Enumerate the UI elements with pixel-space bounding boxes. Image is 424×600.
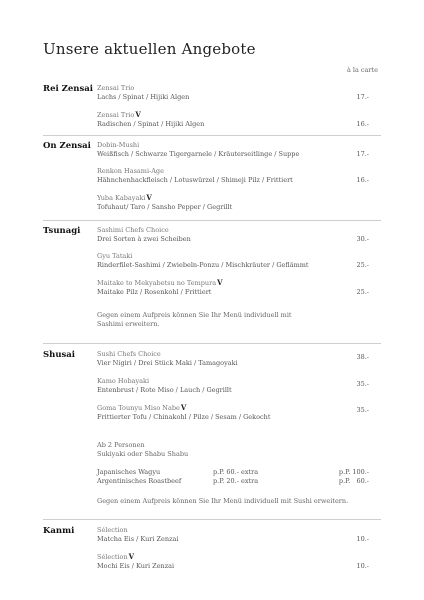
item-description: Vier Nigiri / Drei Stück Maki / Tamagoyaki xyxy=(97,359,238,367)
price-row xyxy=(97,477,369,486)
menu-item xyxy=(97,377,369,395)
vegetarian-icon: V xyxy=(217,278,223,287)
item-description: Maitake Pilz / Rosenkohl / Frittiert xyxy=(97,288,212,296)
vegetarian-icon: V xyxy=(146,193,152,202)
section-label-on-zensai: On Zensai xyxy=(43,141,91,151)
section-divider xyxy=(43,135,381,136)
item-name: Zensai Trio xyxy=(97,111,135,119)
menu-item xyxy=(97,403,369,422)
shusai-shabu: Sukiyaki oder Shabu Shabu xyxy=(97,450,189,458)
menu-item xyxy=(97,110,369,129)
vegetarian-icon: V xyxy=(180,403,187,412)
item-price: 17.- xyxy=(356,150,369,158)
menu-item xyxy=(97,84,369,102)
menu-item xyxy=(97,193,369,212)
item-name: Zensai Trio xyxy=(97,84,135,92)
menu-item xyxy=(97,226,369,244)
menu-item xyxy=(97,350,369,368)
section-divider xyxy=(43,220,381,221)
item-price: 16.- xyxy=(356,176,369,184)
item-name: Sashimi Chefs Choice xyxy=(97,226,169,234)
item-price: 38.- xyxy=(356,353,369,361)
vegetarian-icon: V xyxy=(128,552,135,561)
item-description: Rinderfilet-Sashimi / Zwiebeln-Ponzu / Mischkräuter / Geflämmt xyxy=(97,261,309,269)
item-price: 35.- xyxy=(356,380,369,388)
section-label-rei-zensai: Rei Zensai xyxy=(43,84,93,94)
menu-item xyxy=(97,167,369,185)
price-row xyxy=(97,468,369,477)
item-price: 35.- xyxy=(356,406,369,414)
section-divider xyxy=(43,519,381,520)
item-price: 25.- xyxy=(356,261,369,269)
shusai-persons: Ab 2 Personen xyxy=(97,441,145,449)
row-name: Argentinisches Roastbeef xyxy=(97,477,182,485)
page-title: Unsere aktuellen Angebote xyxy=(43,40,256,58)
item-name: Yuba Kabayaki xyxy=(97,194,146,202)
item-price: 16.- xyxy=(356,120,369,128)
row-extra: p.P. 60.- extra xyxy=(213,468,259,476)
tsunagi-note-line-2: Sashimi erweitern. xyxy=(97,320,160,328)
vegetarian-icon: V xyxy=(135,110,141,119)
item-description: Radischen / Spinat / Hijiki Algen xyxy=(97,120,205,128)
item-price: 30.- xyxy=(356,235,369,243)
item-name: Goma Tounyu Miso Nabe xyxy=(97,404,180,412)
menu-item xyxy=(97,278,369,297)
section-label-shusai: Shusai xyxy=(43,350,76,360)
row-name: Japanisches Wagyu xyxy=(97,468,161,476)
item-name: Kamo Hobayaki xyxy=(97,377,150,385)
menu-item xyxy=(97,526,369,544)
item-price: 10.- xyxy=(356,535,369,543)
item-name: Renkon Hasami-Age xyxy=(97,167,164,175)
item-name: Sélection xyxy=(97,526,128,534)
shusai-note: Gegen einem Aufpreis können Sie Ihr Menü individuell mit Sushi erweitern. xyxy=(97,497,349,505)
item-name: Gyu Tataki xyxy=(97,252,133,260)
row-extra: p.P. 20.- extra xyxy=(213,477,259,485)
item-name: Sushi Chefs Choice xyxy=(97,350,161,358)
item-description: Frittierter Tofu / Chinakohl / Pilze / Sesam / Gekocht xyxy=(97,413,271,421)
item-name: Maitake to Mekyabetsu no Tempura xyxy=(97,279,217,287)
a-la-carte-label: à la carte xyxy=(346,66,378,74)
tsunagi-note-line-1: Gegen einem Aufpreis können Sie Ihr Menü individuell mit xyxy=(97,311,292,319)
item-name: Dobin-Mushi xyxy=(97,141,140,149)
item-price: 17.- xyxy=(356,93,369,101)
item-description: Tofuhaut/ Taro / Sansho Pepper / Gegrillt xyxy=(97,203,233,211)
item-description: Entenbrust / Rote Miso / Lauch / Gegrillt xyxy=(97,386,232,394)
item-price: 10.- xyxy=(356,562,369,570)
item-description: Drei Sorten à zwei Scheiben xyxy=(97,235,191,243)
item-price: 25.- xyxy=(356,288,369,296)
item-description: Lachs / Spinat / Hijiki Algen xyxy=(97,93,190,101)
item-description: Mochi Eis / Kuri Zenzai xyxy=(97,562,175,570)
section-label-kanmi: Kanmi xyxy=(43,526,75,536)
section-divider xyxy=(43,343,381,344)
section-label-tsunagi: Tsunagi xyxy=(43,226,81,236)
item-description: Weißfisch / Schwarze Tigergarnele / Kräuterseitlinge / Suppe xyxy=(97,150,300,158)
item-description: Hähnchenhackfleisch / Lotuswürzel / Shimeji Pilz / Frittiert xyxy=(97,176,293,184)
menu-item xyxy=(97,252,369,270)
item-description: Matcha Eis / Kuri Zenzai xyxy=(97,535,179,543)
menu-item xyxy=(97,141,369,159)
menu-item xyxy=(97,552,369,571)
item-name: Sélection xyxy=(97,553,128,561)
row-per-person: p.P. 60.- xyxy=(338,477,369,485)
row-per-person: p.P. 100.- xyxy=(338,468,369,476)
